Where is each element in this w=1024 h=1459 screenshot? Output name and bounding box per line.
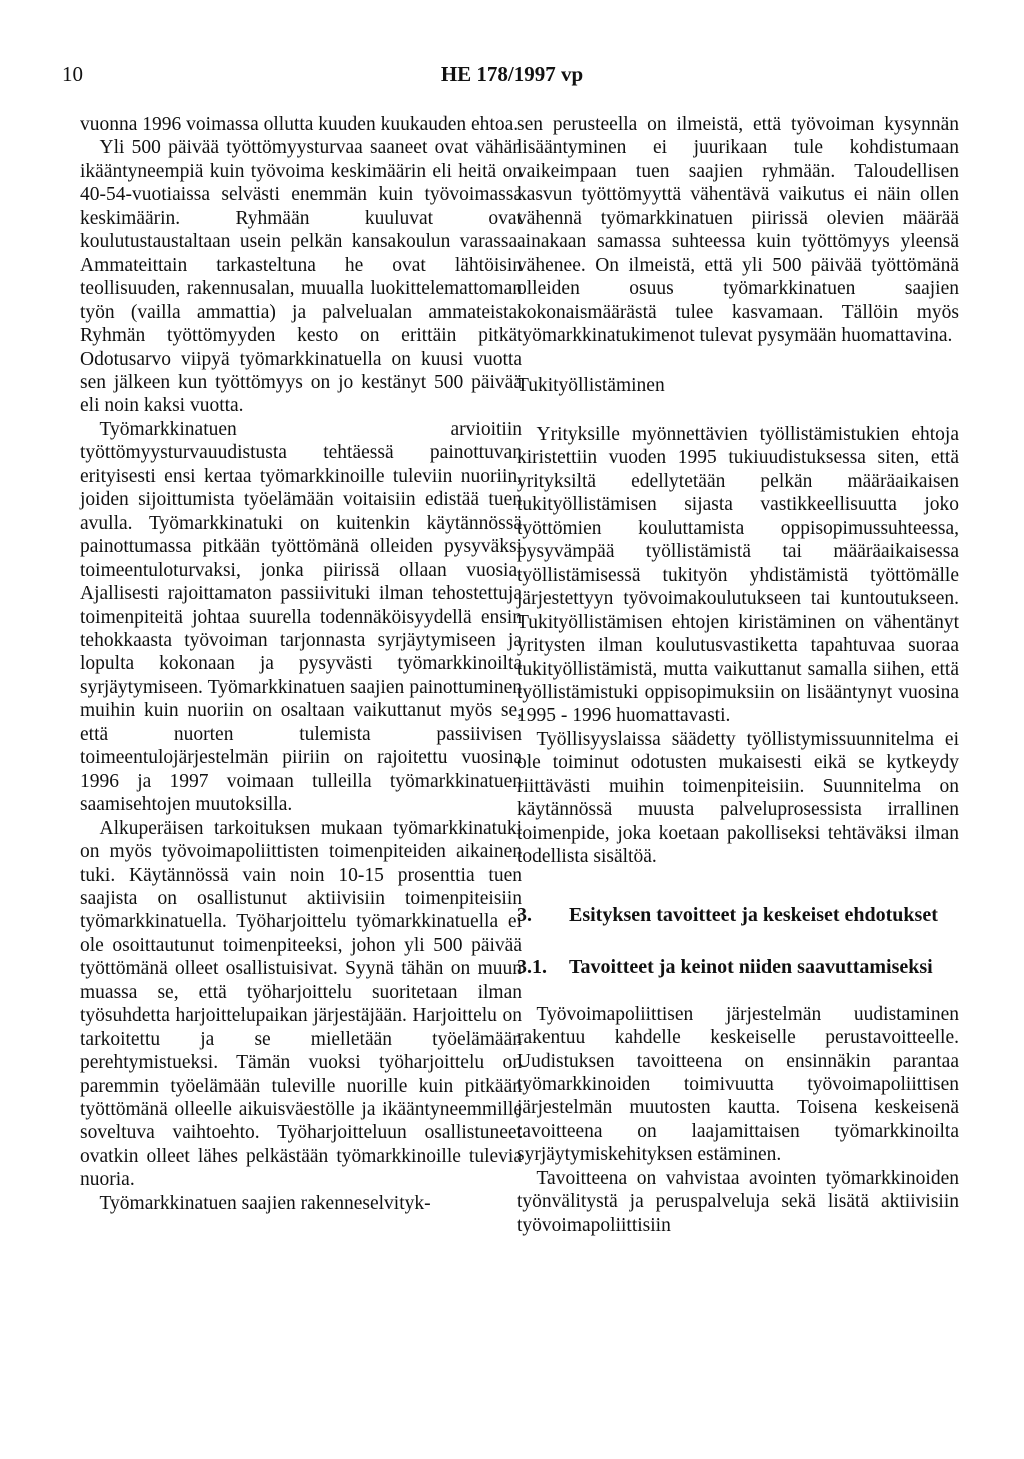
paragraph: Yli 500 päivää työttömyysturvaa saaneet ovat vähän ikääntyneempiä kuin työvoima keskimäärin eli heitä on 40-54-vuotiaissa selvästi enemmän kuin työvoimassa keskimäärin. Ryhmään kuuluvat ovat koulutustaustaltaan usein pelkän kansakoulun varassa. Ammateittain tarkasteltuna he ovat lähtöisin teollisuuden, rakennusalan, muualla luokittelemattoman työn (vailla ammattia) ja palvelualan ammateista. Ryhmän työttömyyden kesto on erittäin pitkä. Odotusarvo viipyä työmarkkinatuella on kuusi vuotta sen jälkeen kun työttömyys on jo kestänyt 500 päivää eli noin kaksi vuotta. [80, 137, 522, 417]
paragraph: Työllisyyslaissa säädetty työllistymissuunnitelma ei ole toiminut odotusten mukaisesti eikä se kytkeydy riittävästi muihin toimenpiteisiin. Suunnitelma on käytännössä muusta palveluprosessista irrallinen toimenpide, joka koetaan pakolliseksi tehtäväksi ilman todellista sisältöä. [517, 728, 959, 868]
paragraph: Työvoimapoliittisen järjestelmän uudistaminen rakentuu kahdelle keskeiselle perustavoitteelle. Uudistuksen tavoitteena on ensinnäkin parantaa työmarkkinoiden toimivuutta työvoimapoliittisen järjestelmän muutosten kautta. Toisena keskeisenä tavoitteena on laajamittaisen työmarkkinoilta syrjäytymiskehityksen estäminen. [517, 1003, 959, 1166]
right-column [517, 113, 959, 1237]
section-title: Esityksen tavoitteet ja keskeiset ehdotukset [569, 903, 938, 926]
paragraph: Työmarkkinatuen arvioitiin työttömyysturvauudistusta tehtäessä painottuvan erityisesti ensi kertaa työmarkkinoille tuleviin nuoriin, joiden sijoittumista työelämään voitaisiin edistää tuen avulla. Työmarkkinatuki on kuitenkin käytännössä painottumassa pitkään työttömänä olleiden pysyväksi toimeentuloturvaksi, jonka piirissä ollaan vuosia. Ajallisesti rajoittamaton passiivituki ilman tehostettuja toimenpiteitä johtaa suurella todennäköisyydellä ensin tehokkaasta työvoiman tarjonnasta syrjäytymiseen ja lopulta kokonaan ja pysyvästi työmarkkinoilta syrjäytymiseen. Työmarkkinatuen saajien painottuminen muihin kuin nuoriin on osaltaan vaikuttanut myös se, että nuorten tulemista passiivisen toimeentulojärjestelmän piiriin on rajoitettu vuosina 1996 ja 1997 voimaan tulleilla työmarkkinatuen saamisehtojen muutoksilla. [80, 418, 522, 816]
paragraph: Yrityksille myönnettävien työllistämistukien ehtoja kiristettiin vuoden 1995 tukiuudistuksessa siten, että yrityksiltä edellytetään pelkän määräaikaisen tukityöllistämisen sijasta vastikkeellisuutta joko työttömien kouluttamista oppisopimussuhteessa, pysyvämpää työllistämistä tai määräaikaisessa työllistämisessä tukityön yhdistämistä työttömälle järjestettyyn työvoimakoulutukseen tai kuntoutukseen. Tukityöllistämisen ehtojen kiristäminen on vähentänyt yritysten ilman koulutusvastiketta tapahtuvaa suoraa tukityöllistämistä, mutta vaikuttanut samalla siihen, että työllistämistuki oppisopimuksiin on lisääntynyt vuosina 1995 - 1996 huomattavasti. [517, 423, 959, 727]
paragraph: Alkuperäisen tarkoituksen mukaan työmarkkinatuki on myös työvoimapoliittisten toimenpiteiden aikainen tuki. Käytännössä vain noin 10-15 prosenttia tuen saajista on osallistunut aktiivisiin toimenpiteisiin työmarkkinatuella. Työharjoittelu työmarkkinatuella ei ole osoittautunut toimenpiteeksi, johon yli 500 päivää työttömänä olleet osallistuisivat. Syynä tähän on muun muassa se, että työharjoittelu suoritetaan ilman työsuhdetta harjoittelupaikan järjestäjään. Harjoittelu on tarkoitettu ja se mielletään työelämään perehtymistueksi. Tämän vuoksi työharjoittelu on paremmin työelämään tuleville nuorille kuin pitkään työttömänä olleelle aikuisväestölle ja ikääntyneemmille soveltuva vaihtoehto. Työharjoitteluun osallistuneet ovatkin olleet lähes pelkästään työmarkkinoille tulevia nuoria. [80, 817, 522, 1191]
paragraph: vuonna 1996 voimassa ollutta kuuden kuukauden ehtoa. [80, 114, 519, 135]
left-column [80, 113, 522, 1215]
subheading: Tukityöllistäminen [517, 374, 665, 396]
section-heading [517, 903, 959, 927]
paragraph: sen perusteella on ilmeistä, että työvoiman kysynnän lisääntyminen ei juurikaan tule kohdistumaan vaikeimpaan tuen saajien ryhmään. Taloudellisen kasvun työttömyyttä vähentävä vaikutus ei näin ollen vähennä työmarkkinatuen piirissä olevien määrää ainakaan samassa suhteessa kuin työttömyys yleensä vähenee. On ilmeistä, että yli 500 päivää työttömänä olleiden osuus työmarkkinatuen saajien kokonaismäärästä tulee kasvamaan. Tällöin myös työmarkkinatukimenot tulevat pysymään huomattavina. [517, 114, 959, 347]
paragraph: Työmarkkinatuen saajien rakenneselvityk- [99, 1192, 431, 1214]
subsection-number: 3.1. [517, 955, 547, 978]
subsection-title: Tavoitteet ja keinot niiden saavuttamiseksi [569, 955, 933, 978]
page-number: 10 [62, 62, 83, 86]
subsection-heading [517, 955, 959, 979]
section-number: 3. [517, 903, 532, 926]
paragraph: Tavoitteena on vahvistaa avointen työmarkkinoiden työnvälitystä ja peruspalveluja sekä lisätä aktiivisiin työvoimapoliittisiin [517, 1167, 959, 1236]
running-title: HE 178/1997 vp [440, 62, 584, 86]
